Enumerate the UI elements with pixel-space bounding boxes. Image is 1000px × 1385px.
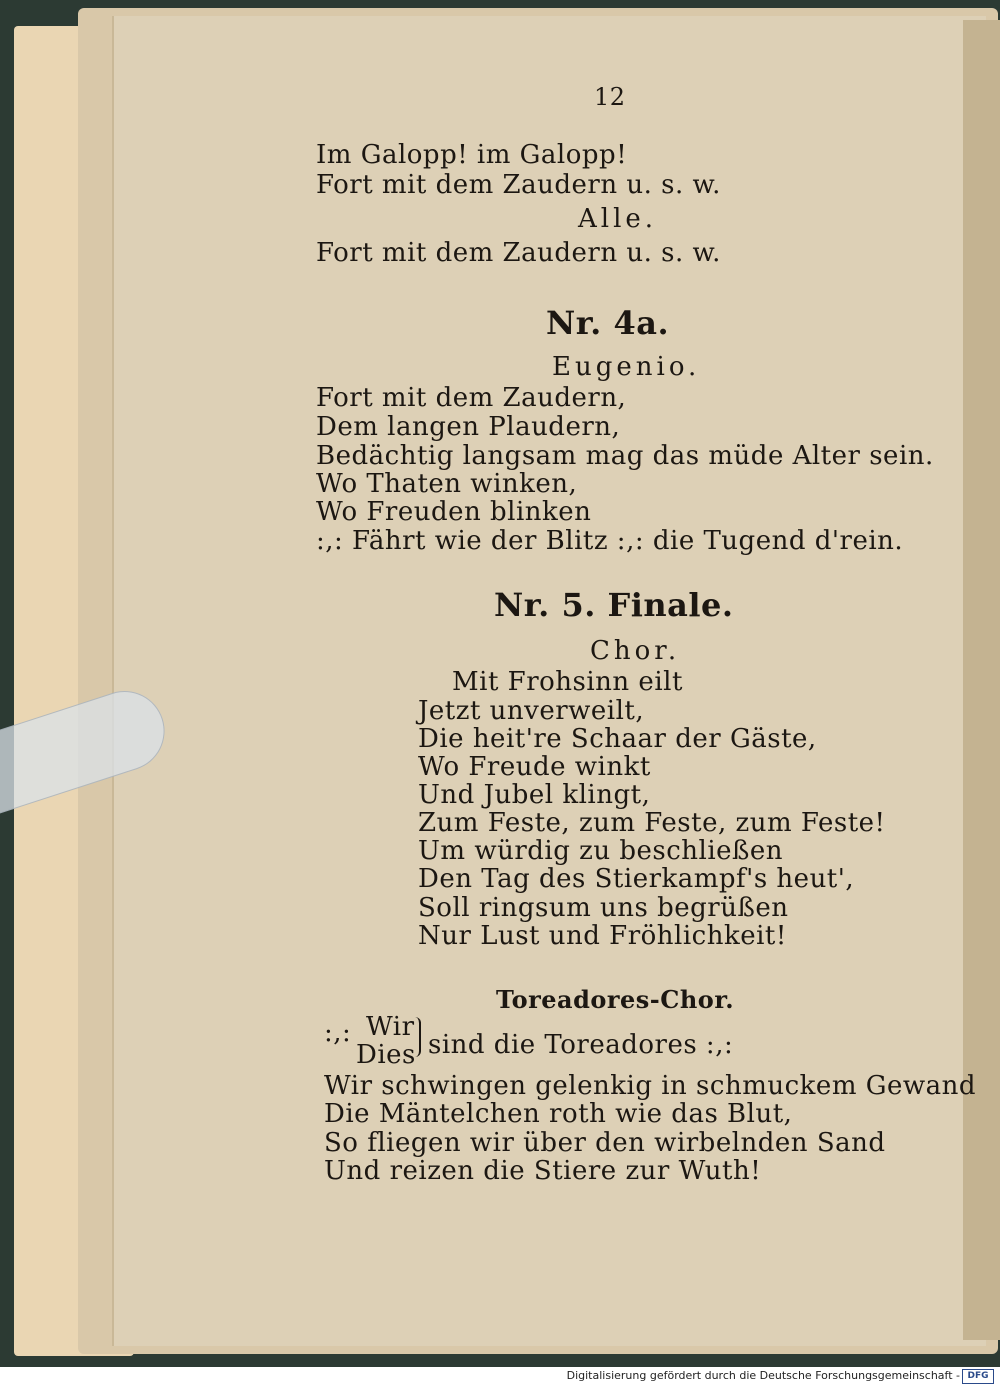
text-line: Fort mit dem Zaudern,: [316, 383, 627, 413]
text-line: :,: Fährt wie der Blitz :,: die Tugend d'rein.: [316, 526, 904, 556]
text-line: Bedächtig langsam mag das müde Alter sein.: [316, 441, 934, 471]
footer-credit: Digitalisierung gefördert durch die Deutsche Forschungsgemeinschaft -: [566, 1369, 960, 1382]
section-heading: Nr. 4a.: [546, 304, 670, 342]
text-line: Jetzt unverweilt,: [418, 696, 645, 726]
speaker-label: Chor.: [590, 636, 681, 666]
text-line: Um würdig zu beschließen: [418, 836, 784, 866]
facing-page-edge: [963, 20, 1000, 1340]
text-line: Nur Lust und Fröhlichkeit!: [418, 921, 787, 951]
text-line: Und reizen die Stiere zur Wuth!: [324, 1156, 762, 1186]
text-line: Zum Feste, zum Feste, zum Feste!: [418, 808, 886, 838]
brace-option: Dies: [356, 1040, 416, 1070]
text-line: Im Galopp! im Galopp!: [316, 140, 628, 170]
text-line: Den Tag des Stierkampf's heut',: [418, 864, 855, 894]
text-line: Wo Freuden blinken: [316, 497, 592, 527]
text-line: Dem langen Plaudern,: [316, 412, 621, 442]
speaker-label: Alle.: [578, 204, 658, 234]
text-line: Fort mit dem Zaudern u. s. w.: [316, 170, 721, 200]
section-heading: Nr. 5. Finale.: [494, 586, 734, 624]
text-line: Mit Frohsinn eilt: [452, 667, 683, 697]
text-line: Fort mit dem Zaudern u. s. w.: [316, 238, 721, 268]
speaker-label: Eugenio.: [552, 352, 701, 382]
text-line: Die heit're Schaar der Gäste,: [418, 724, 817, 754]
text-line: sind die Toreadores :,:: [428, 1030, 734, 1060]
text-line: Die Mäntelchen roth wie das Blut,: [324, 1099, 793, 1129]
text-line: Und Jubel klingt,: [418, 780, 651, 810]
text-line: So fliegen wir über den wirbelnden Sand: [324, 1128, 886, 1158]
text-line: Wo Freude winkt: [418, 752, 651, 782]
page-number: 12: [594, 83, 626, 111]
text-line: Soll ringsum uns begrüßen: [418, 893, 789, 923]
text-line: Wir schwingen gelenkig in schmuckem Gewand: [324, 1071, 977, 1101]
section-heading: Toreadores-Chor.: [496, 985, 735, 1014]
repeat-mark: :,:: [324, 1018, 352, 1048]
dfg-logo: DFG: [962, 1369, 994, 1384]
brace-option: Wir: [366, 1012, 415, 1042]
brace: [411, 1017, 421, 1057]
text-line: Wo Thaten winken,: [316, 469, 578, 499]
